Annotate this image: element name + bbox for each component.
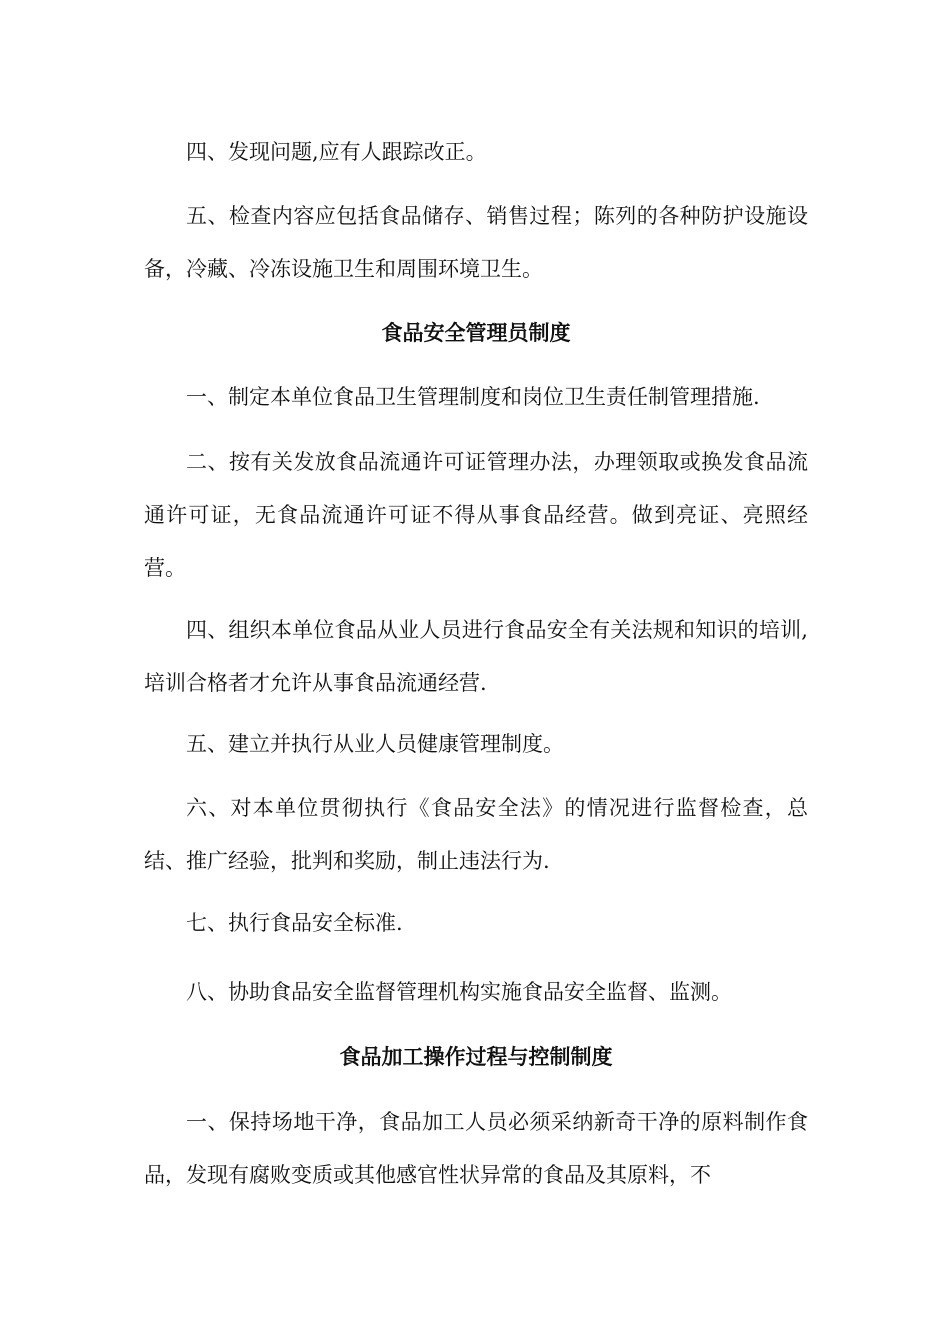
paragraph-top-2: 五、检查内容应包括食品储存、销售过程；陈列的各种防护设施设备，冷藏、冷冻设施卫生和周围环境卫生。: [144, 204, 808, 281]
section2-item-1: 一、保持场地干净，食品加工人员必须采纳新奇干净的原料制作食品，发现有腐败变质或其他感官性状异常的食品及其原料，不: [144, 1110, 808, 1187]
section1-item-4: 五、建立并执行从业人员健康管理制度。: [186, 732, 564, 756]
section1-item-1: 一、制定本单位食品卫生管理制度和岗位卫生责任制管理措施.: [186, 385, 760, 409]
section-title-food-safety-manager: 食品安全管理员制度: [381, 321, 571, 345]
section1-item-6: 七、执行食品安全标准.: [186, 911, 403, 935]
paragraph-top-1: 四、发现问题,应有人跟踪改正。: [186, 140, 487, 164]
section-title-processing-control: 食品加工操作过程与控制制度: [339, 1045, 613, 1069]
section1-item-7: 八、协助食品安全监督管理机构实施食品安全监督、监测。: [186, 980, 732, 1004]
section1-item-5: 六、对本单位贯彻执行《食品安全法》的情况进行监督检查，总结、推广经验，批判和奖励，制止违法行为.: [144, 796, 808, 873]
section1-item-2: 二、按有关发放食品流通许可证管理办法，办理领取或换发食品流通许可证，无食品流通许可证不得从事食品经营。做到亮证、亮照经营。: [144, 450, 808, 580]
section1-item-3: 四、组织本单位食品从业人员进行食品安全有关法规和知识的培训,培训合格者才允许从事食品流通经营.: [144, 618, 808, 695]
